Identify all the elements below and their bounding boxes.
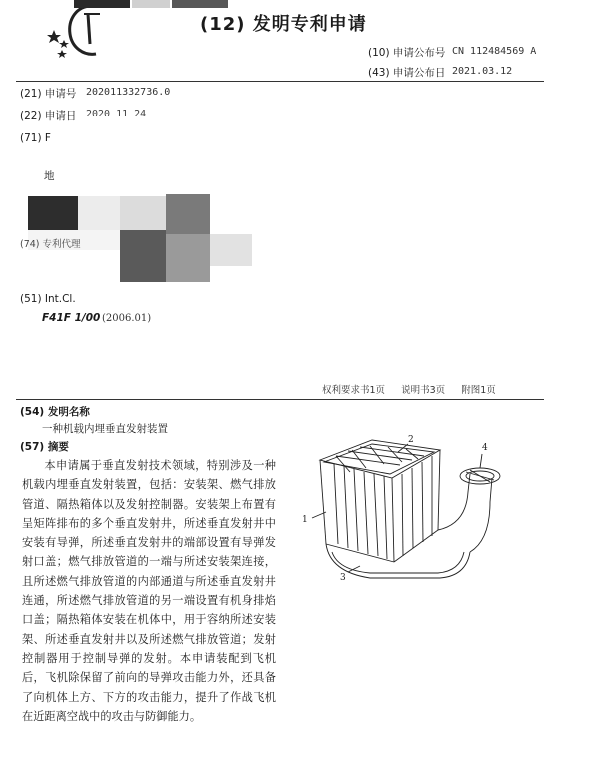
address-fragment: 地: [44, 170, 55, 182]
document-type-title: (12) 发明专利申请: [200, 14, 367, 35]
ipc-label: (51) Int.Cl.: [20, 293, 76, 305]
device-drawing: [290, 432, 530, 602]
section-divider: [16, 399, 544, 400]
application-date-partial: 2020 11 24: [86, 109, 147, 116]
description-pages: 说明书3页: [401, 385, 446, 396]
claims-pages: 权利要求书1页: [322, 385, 386, 396]
invention-title-label: (54) 发明名称: [20, 406, 90, 418]
header-divider: [16, 81, 544, 82]
emblem-logo: [40, 0, 120, 62]
redaction-block: [172, 0, 228, 8]
figure-label-2: 2: [408, 435, 414, 445]
application-date-label: (22) 申请日: [20, 110, 77, 122]
invention-title: 一种机载内埋垂直发射装置: [42, 423, 168, 435]
redaction-block: [74, 0, 130, 8]
applicant-label: (71) F: [20, 132, 51, 144]
publication-number-label: (10) 申请公布号: [368, 47, 446, 59]
patent-agency-label: (74) 专利代理: [20, 239, 81, 250]
figure-label-4: 4: [482, 443, 488, 453]
application-number: 202011332736.0: [86, 87, 171, 98]
ipc-version: (2006.01): [102, 313, 152, 324]
figure-label-1: 1: [302, 515, 308, 525]
page-counts: [322, 382, 496, 396]
redaction-block: [132, 0, 170, 8]
publication-date-label: (43) 申请公布日: [368, 67, 446, 79]
publication-number: CN 112484569 A: [452, 46, 537, 57]
ipc-code: F41F 1/00: [42, 312, 101, 324]
publication-date: 2021.03.12: [452, 66, 513, 77]
drawings-pages: 附图1页: [461, 385, 496, 396]
figure-label-3: 3: [340, 573, 346, 583]
abstract-label: (57) 摘要: [20, 441, 69, 453]
application-number-label: (21) 申请号: [20, 88, 77, 100]
abstract-text: 本申请属于垂直发射技术领域，特别涉及一种机载内埋垂直发射装置，包括：安装架、燃气排放管道、隔热箱体以及发射控制器。安装架上布置有呈矩阵排布的多个垂直发射井，所述垂直发射井中安装有导弹，所述垂直发射井的端部设置有导弹发射口盖；燃气排放管道的一端与所述安装架连接，且所述燃气排放管道的内部通道与所述垂直发射井连通，所述燃气排放管道的另一端设置有机身排焰口盖；隔热箱体安装在机体中，用于容纳所述安装架、所述垂直发射井以及所述燃气排放管道；发射控制器用于控制导弹的发射。本申请装配到飞机后，飞机除保留了前向的导弹攻击能力外，还具备了向机体上方、下方的攻击能力，提升了作战飞机在近距离空战中的攻击与防御能力。: [22, 459, 276, 723]
